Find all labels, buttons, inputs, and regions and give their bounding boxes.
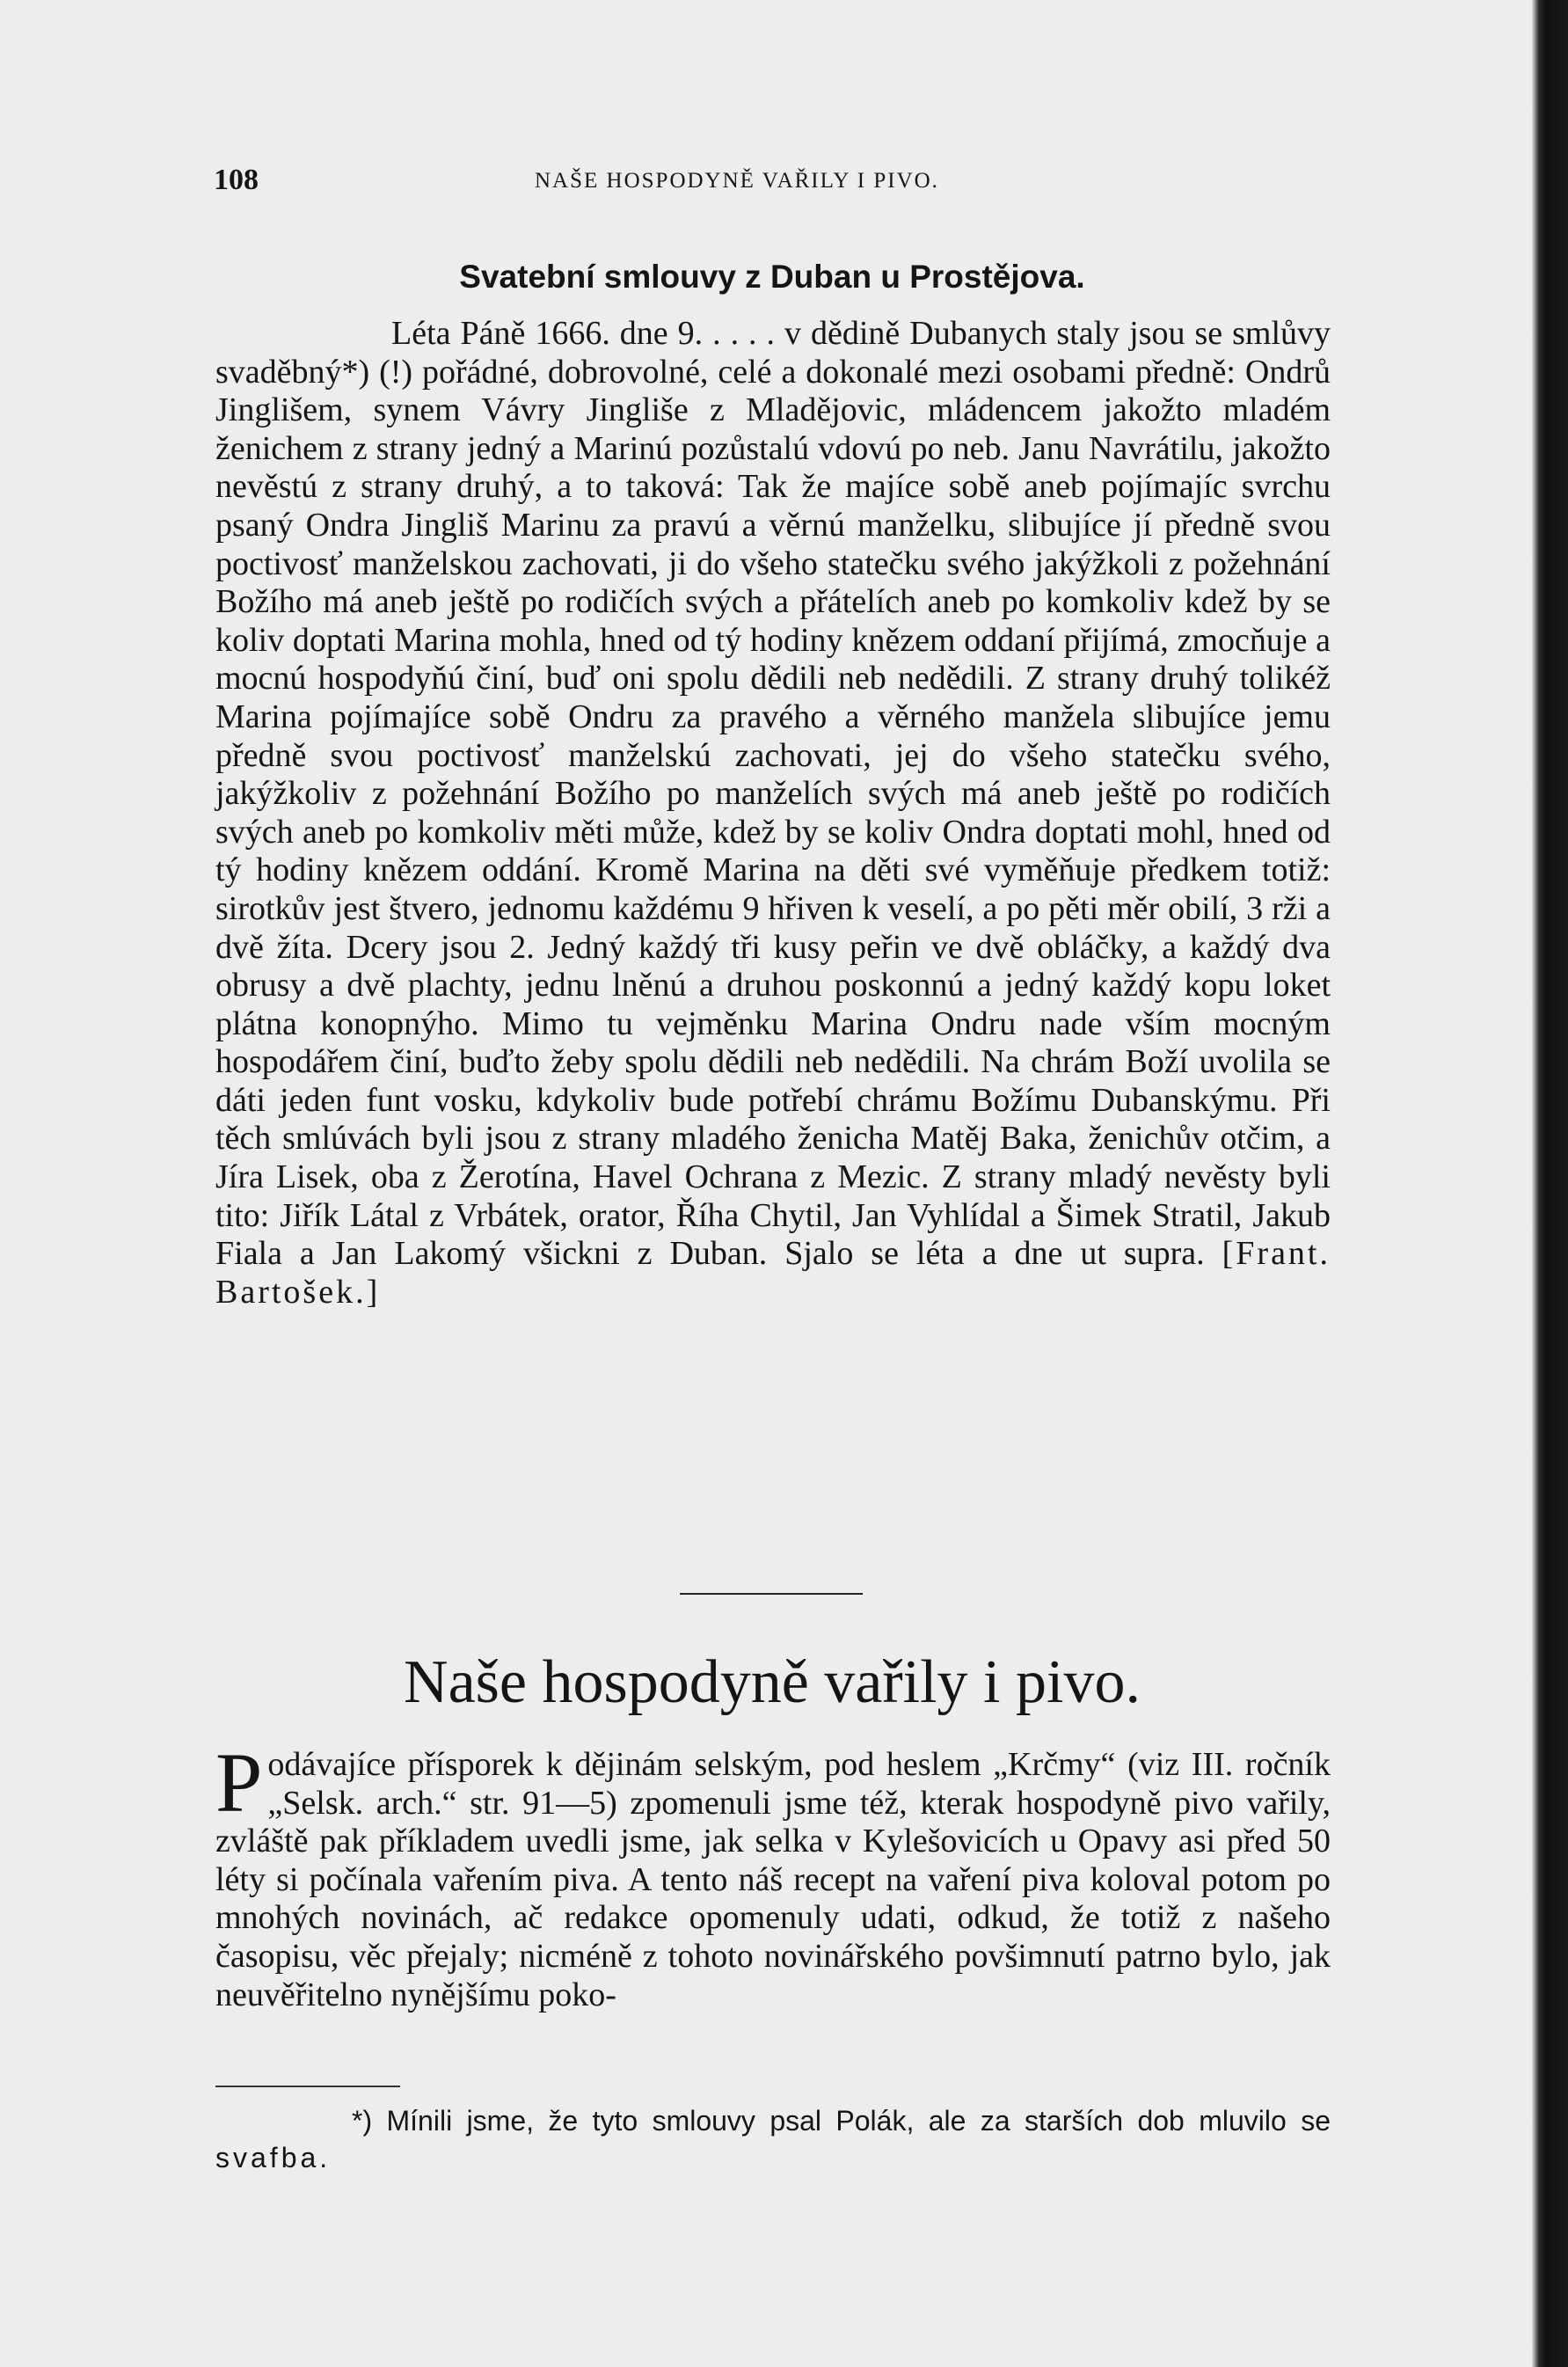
section-title-beer-brewing: Naše hospodyně vařily i pivo.	[404, 1648, 1141, 1716]
author-signature: [Frant. Bartošek.]	[215, 1235, 1331, 1311]
page-number: 108	[214, 164, 259, 196]
wedding-contract-text: Léta Páně 1666. dne 9. . . . . v dědině Dubanych staly jsou se smlůvy svaděbný*) (!) pořádné, dobrovolné, celé a dokonalé mezi osobami předně: Ondrů Jinglišem, synem Vávry Jingliše z Mladějovic, mládencem jakožto mladém ženichem z strany jedný a Marinú pozůstalú vdovú po neb. Janu Navrátilu, jakožto nevěstú z strany druhý, a to taková: Tak že majíce sobě aneb pojímajíc svrchu psaný Ondra Jingliš Marinu za pravú a věrnú manželku, slibujíce jí předně svou poctivosť manželskou zachovati, ji do všeho statečku svého jakýžkoli z požehnání Božího má aneb ještě po rodičích svých a přátelích aneb po komkoliv kdež by se koliv doptati Marina mohla, hned od tý hodiny knězem oddaní přijímá, zmocňuje a mocnú hospodyňú činí, buď oni spolu dědili neb nedědili. Z strany druhý tolikéž Marina pojímajíce sobě Ondru za pravého a věrného manžela slibujíce jemu předně svou poctivosť manželskú zachovati, jej do všeho statečku svého, jakýžkoliv z požehnání Božího po manželích svých má aneb ještě po rodičích svých aneb po komkoliv měti může, kdež by se koliv Ondra doptati mohl, hned od tý hodiny knězem oddání. Kromě Marina na děti své vyměňuje předkem totiž: sirotkův jest štvero, jednomu každému 9 hřiven k veselí, a po pěti měr obilí, 3 rži a dvě žíta. Dcery jsou 2. Jedný každý tři kusy peřin ve dvě obláčky, a každý dva obrusy a dvě plachty, jednu lněnú a druhou poskonnú a jedný každý kopu loket plátna konopnýho. Mimo tu vejměnku Marina Ondru nade vším mocným hospodářem činí, buďto žeby spolu dědili neb nedědili. Na chrám Boží uvolila se dáti jeden funt vosku, kdykoliv bude potřebí chrámu Božímu Dubanskýmu. Při těch smlúvách byli jsou z strany mladého ženicha Matěj Baka, ženichův otčim, a Jíra Lisek, oba z Žerotína, Havel Ochrana z Mezic. Z strany mladý nevěsty byli tito: Jiřík Látal z Vrbátek, orator, Říha Chytil, Jan Vyhlídal a Šimek Stratil, Jakub Fiala a Jan Lakomý všickni z Duban. Sjalo se léta a dne ut supra.	[215, 315, 1331, 1273]
section-title-wedding-contracts: Svatební smlouvy z Duban u Prostějova.	[459, 259, 1085, 295]
page-edge-shadow	[1532, 0, 1568, 2367]
footnote-rule	[215, 2086, 400, 2087]
drop-cap: P	[215, 1735, 263, 1830]
footnote-text: *) Mínili jsme, že tyto smlouvy psal Polák, ale za starších dob mluvilo se	[352, 2105, 1331, 2137]
page-header	[214, 164, 1331, 199]
wedding-contract-paragraph	[215, 315, 1331, 1311]
footnote-emphasis: svafba.	[215, 2142, 332, 2173]
footnote	[215, 2102, 1331, 2176]
running-head: NAŠE HOSPODYNĚ VAŘILY I PIVO.	[535, 169, 939, 193]
section-divider	[680, 1593, 863, 1595]
beer-brewing-text: odávajíce přísporek k dějinám selským, pod heslem „Krčmy“ (viz III. ročník „Selsk. arch.“ str. 91—5) zpomenuli jsme též, kterak hospodyně pivo vařily, zvláště pak příkladem uvedli jsme, jak selka v Kylešovicích u Opavy asi před 50 léty si počínala vařením piva. A tento náš recept na vaření piva koloval potom po mnohých novinách, ač redakce opomenuly udati, odkud, že totiž z našeho časopisu, věc přejaly; nicméně z tohoto novinářského povšimnutí patrno bylo, jak neuvěřitelno nynějšímu poko-	[215, 1746, 1331, 2013]
beer-brewing-paragraph	[215, 1735, 1331, 2014]
